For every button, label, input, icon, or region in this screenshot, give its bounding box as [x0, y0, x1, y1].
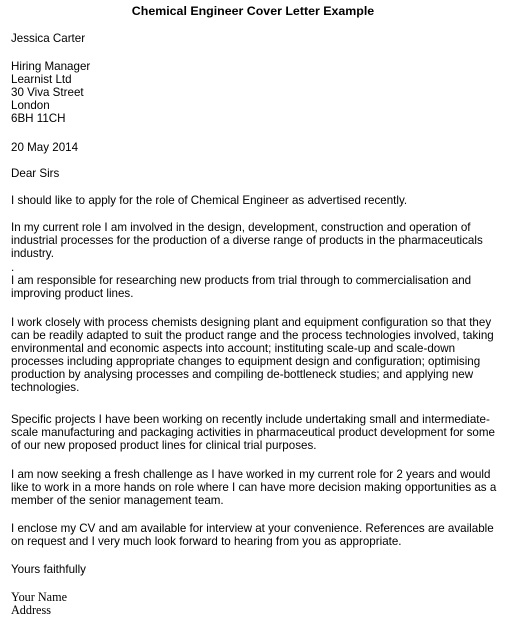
paragraph-line: In my current role I am involved in the design, development, construction and operation of: [11, 221, 471, 234]
paragraph-line: I work closely with process chemists designing plant and equipment configuration so that they: [11, 316, 492, 329]
signature-block: [11, 591, 497, 617]
paragraph-1: [11, 194, 497, 207]
salutation: [11, 167, 497, 180]
sender-name: [11, 32, 497, 45]
paragraph-line: environmental and economic aspects into account; instituting scale-up and scale-down: [11, 342, 456, 355]
letter-date: [11, 141, 497, 154]
closing-text: Yours faithfully: [11, 563, 86, 576]
recipient-company: Learnist Ltd: [11, 73, 72, 86]
paragraph-6: [11, 468, 497, 507]
paragraph-line: on request and I very much look forward to hearing from you as appropriate.: [11, 535, 402, 548]
paragraph-line: like to work in a more hands on role where I can have more decision making opportunities as a: [11, 481, 497, 494]
salutation-text: Dear Sirs: [11, 167, 60, 180]
signature-name: Your Name: [11, 590, 67, 604]
paragraph-5: [11, 413, 497, 452]
paragraph-line: industrial processes for the production of a diverse range of products in the pharmaceuticals: [11, 234, 483, 247]
paragraph-line: I am now seeking a fresh challenge as I have worked in my current role for 2 years and would: [11, 468, 491, 481]
paragraph-line: industry.: [11, 247, 54, 260]
recipient-street: 30 Viva Street: [11, 86, 84, 99]
paragraph-line: I enclose my CV and am available for interview at your convenience. References are available: [11, 522, 494, 535]
recipient-postcode: 6BH 11CH: [11, 112, 66, 125]
paragraph-line: scale manufacturing and packaging activities in pharmaceutical product development for some: [11, 426, 495, 439]
letter-date-text: 20 May 2014: [11, 141, 79, 154]
document-title: Chemical Engineer Cover Letter Example: [131, 4, 375, 18]
paragraph-line: I am responsible for researching new products from trial through to commercialisation and: [11, 274, 472, 287]
paragraph-4: [11, 316, 497, 394]
paragraph-line: can be readily adapted to suit the product range and the process technologies involved, taking: [11, 329, 494, 342]
paragraph-line: production by analysing processes and compiling de-bottleneck studies; and applying new: [11, 368, 474, 381]
paragraph-line: member of the senior management team.: [11, 494, 224, 507]
recipient-address: [11, 60, 497, 125]
signature-address: Address: [11, 603, 51, 617]
paragraph-line: of our new proposed product lines for clinical trial purposes.: [11, 439, 317, 452]
paragraph-line: I should like to apply for the role of Chemical Engineer as advertised recently.: [11, 194, 408, 207]
paragraph-line: improving product lines.: [11, 287, 134, 300]
paragraph-7: [11, 522, 497, 548]
paragraph-line: Specific projects I have been working on recently include undertaking small and intermediate-: [11, 413, 490, 426]
recipient-city: London: [11, 99, 50, 112]
paragraph-line: processes including appropriate changes to equipment design and configuration; optimising: [11, 355, 481, 368]
closing: [11, 563, 497, 576]
paragraph-line: .: [11, 261, 15, 274]
paragraph-2: [11, 221, 497, 260]
paragraph-3: [11, 261, 497, 300]
sender-name-text: Jessica Carter: [11, 32, 86, 45]
recipient-role: Hiring Manager: [11, 60, 91, 73]
paragraph-line: technologies.: [11, 381, 80, 394]
